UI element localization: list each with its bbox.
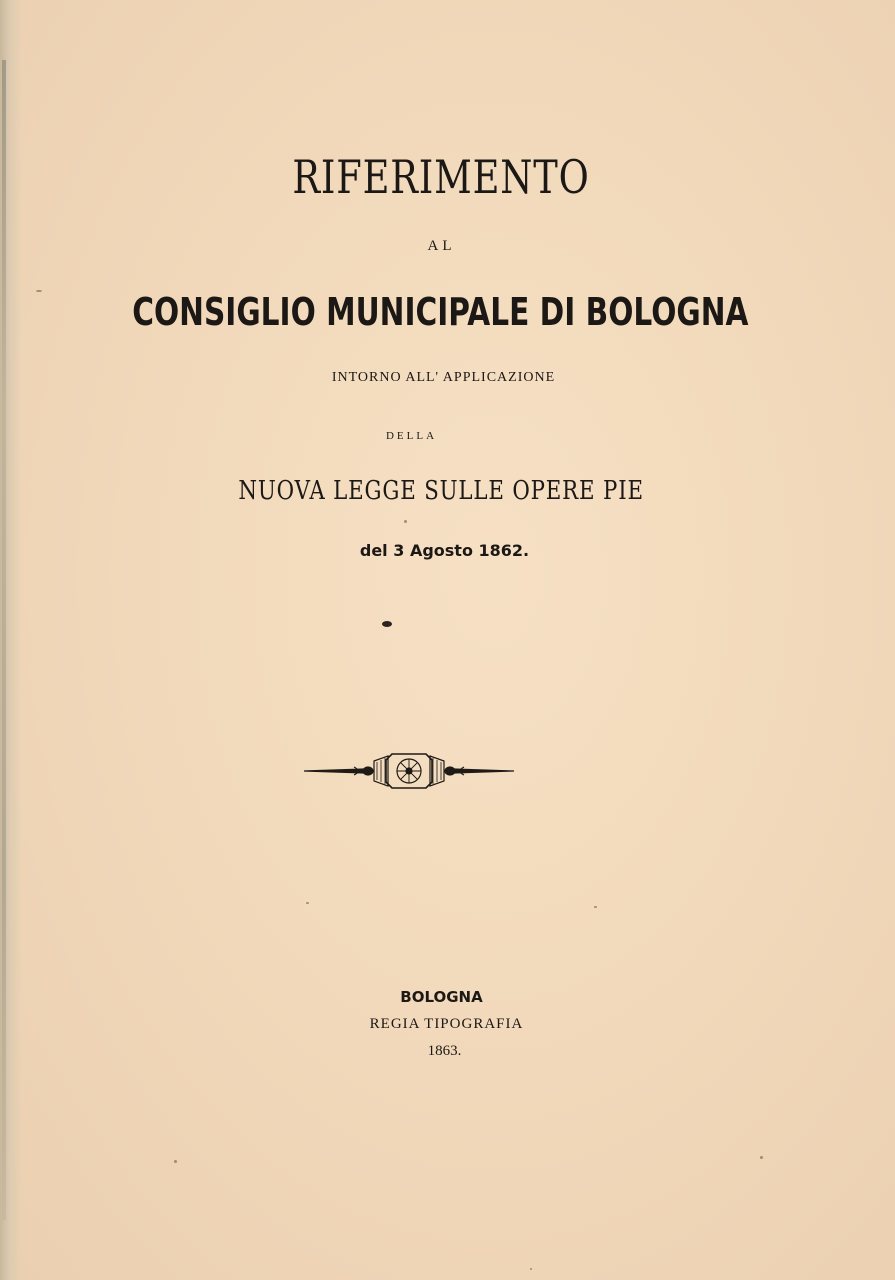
paper-speck [404, 520, 407, 523]
title-connector-della: DELLA [385, 430, 438, 442]
paper-speck [36, 290, 42, 292]
paper-speck [594, 906, 597, 908]
document-title: RIFERIMENTO [292, 150, 590, 204]
law-date: del 3 Agosto 1862. [359, 541, 530, 560]
ink-dot [382, 621, 392, 627]
printers-fleuron-icon [302, 746, 516, 796]
law-heading: NUOVA LEGGE SULLE OPERE PIE [238, 476, 644, 506]
imprint-year: 1863. [427, 1043, 462, 1059]
council-heading: CONSIGLIO MUNICIPALE DI BOLOGNA [132, 290, 749, 334]
paper-speck [306, 902, 309, 904]
imprint-city: BOLOGNA [400, 988, 483, 1006]
paper-speck [760, 1156, 763, 1159]
title-connector-al: AL [427, 238, 456, 254]
paper-speck [530, 1268, 532, 1270]
paper-speck [174, 1160, 177, 1163]
subject-line: INTORNO ALL' APPLICAZIONE [331, 370, 556, 385]
imprint-printer: REGIA TIPOGRAFIA [369, 1016, 524, 1032]
